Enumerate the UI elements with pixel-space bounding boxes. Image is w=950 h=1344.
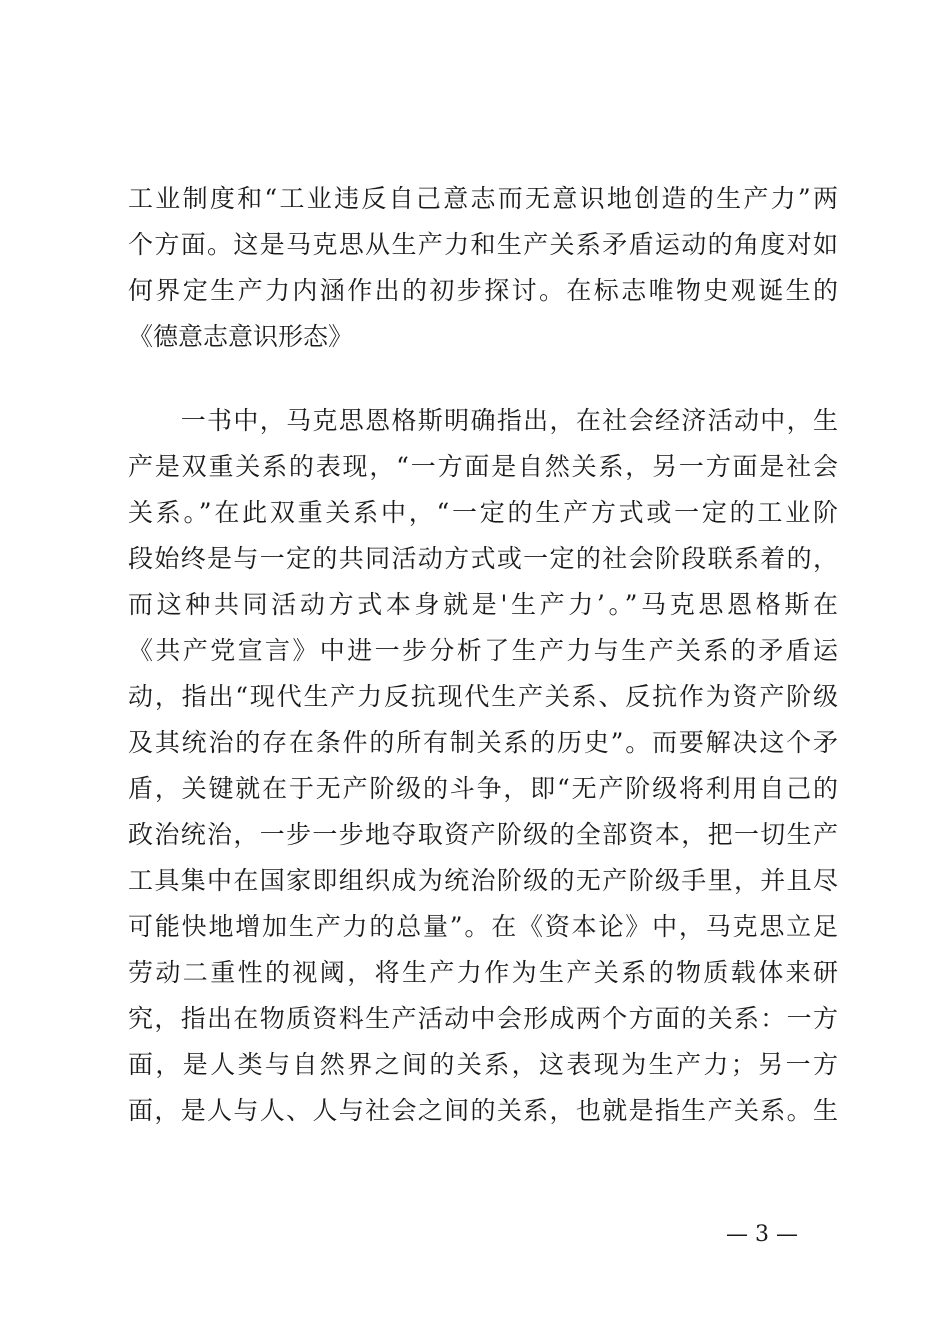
paragraph-1 bbox=[128, 176, 838, 360]
paragraph-spacer bbox=[128, 360, 838, 398]
text-line: 动，指出“现代生产力反抗现代生产关系、反抗作为资产阶级 bbox=[128, 682, 838, 711]
text-line: 面，是人类与自然界之间的关系，这表现为生产力；另一方 bbox=[128, 1050, 838, 1079]
text-line: 关系。”在此双重关系中，“一定的生产方式或一定的工业阶 bbox=[128, 498, 838, 527]
text-line: 一书中，马克思恩格斯明确指出，在社会经济活动中，生 bbox=[128, 406, 838, 435]
text-line: 劳动二重性的视阈，将生产力作为生产关系的物质载体来研 bbox=[128, 958, 838, 987]
text-line: 段始终是与一定的共同活动方式或一定的社会阶段联系着的， bbox=[128, 544, 838, 573]
paragraph-2 bbox=[128, 398, 838, 1134]
body-text bbox=[128, 176, 838, 1134]
text-line: 政治统治，一步一步地夺取资产阶级的全部资本，把一切生产 bbox=[128, 820, 838, 849]
text-line: 究，指出在物质资料生产活动中会形成两个方面的关系：一方 bbox=[128, 1004, 838, 1033]
text-line: 工具集中在国家即组织成为统治阶级的无产阶级手里，并且尽 bbox=[128, 866, 838, 895]
text-line: 《德意志意识形态》 bbox=[128, 322, 354, 351]
text-line: 而这种共同活动方式本身就是'生产力’。”马克思恩格斯在 bbox=[128, 590, 838, 619]
page-number: — 3 — bbox=[726, 1222, 798, 1247]
text-line: 及其统治的存在条件的所有制关系的历史”。而要解决这个矛 bbox=[128, 728, 838, 757]
text-line: 产是双重关系的表现，“一方面是自然关系，另一方面是社会 bbox=[128, 452, 838, 481]
text-line: 《共产党宣言》中进一步分析了生产力与生产关系的矛盾运 bbox=[128, 636, 838, 665]
text-line: 盾，关键就在于无产阶级的斗争，即“无产阶级将利用自己的 bbox=[128, 774, 838, 803]
text-line: 面，是人与人、人与社会之间的关系，也就是指生产关系。生 bbox=[128, 1096, 838, 1125]
text-line: 可能快地增加生产力的总量”。在《资本论》中，马克思立足 bbox=[128, 912, 838, 941]
text-line: 个方面。这是马克思从生产力和生产关系矛盾运动的角度对如 bbox=[128, 230, 838, 259]
text-line: 工业制度和“工业违反自己意志而无意识地创造的生产力”两 bbox=[128, 184, 838, 213]
text-line: 何界定生产力内涵作出的初步探讨。在标志唯物史观诞生的 bbox=[128, 276, 838, 305]
